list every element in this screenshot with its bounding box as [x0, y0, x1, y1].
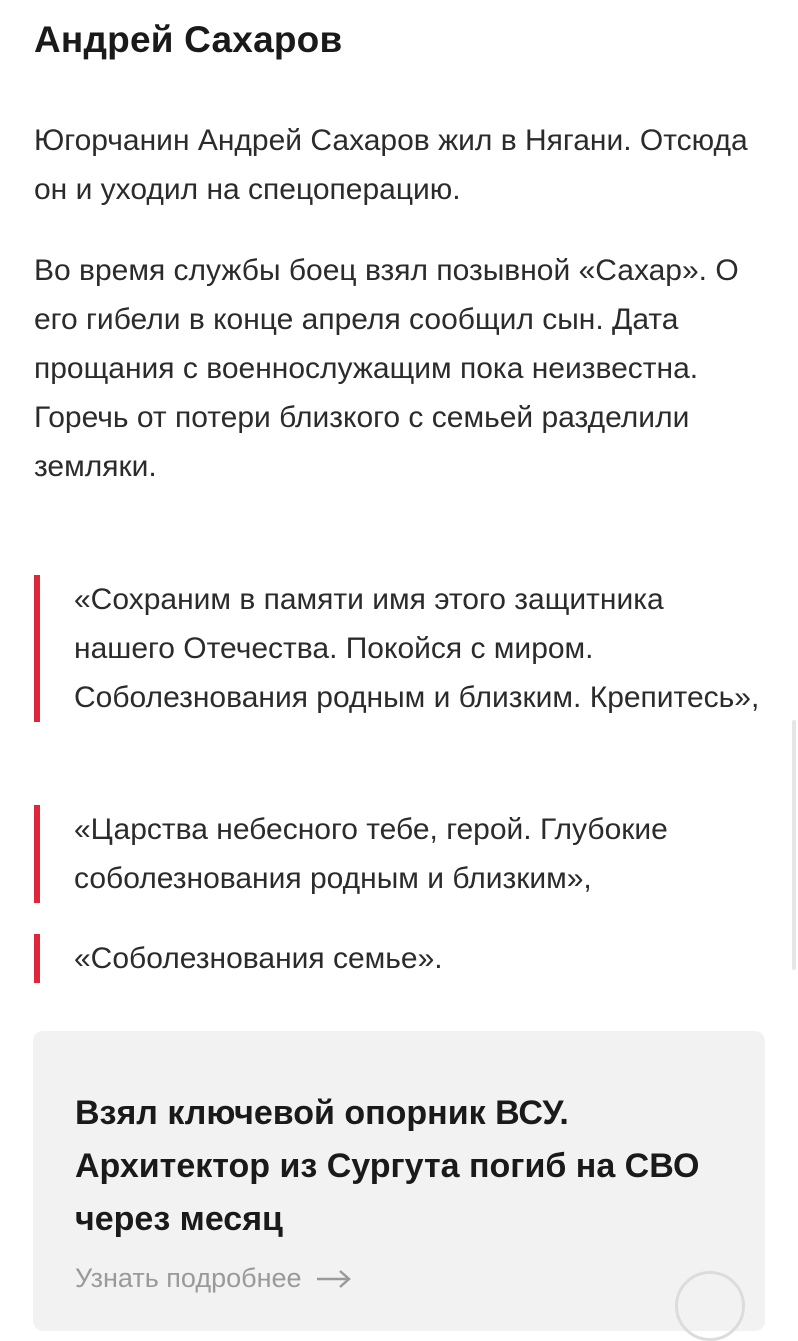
read-more-link[interactable] [75, 1263, 352, 1294]
quote-block: «Сохраним в памяти имя этого защитника нашего Отечества. Покойся с миром. Соболезнования родным и близким. Крепитесь», [34, 575, 764, 722]
article-paragraph: Югорчанин Андрей Сахаров жил в Нягани. Отсюда он и уходил на спецоперацию. [34, 124, 748, 206]
related-article-title[interactable]: Взял ключевой опорник ВСУ. Архитектор из Сургута погиб на СВО через месяц [75, 1094, 700, 1238]
arrow-right-icon [316, 1269, 352, 1289]
scrollbar[interactable] [792, 720, 796, 970]
section-heading: Андрей Сахаров [34, 19, 343, 60]
article-body [34, 0, 764, 975]
read-more-label: Узнать подробнее [75, 1263, 302, 1293]
related-article-card[interactable] [33, 1031, 765, 1331]
card-thumbnail [675, 1271, 745, 1341]
quote-block: «Царства небесного тебе, герой. Глубокие соболезнования родным и близким», [34, 805, 764, 903]
article-paragraph: Во время службы боец взял позывной «Сахар». О его гибели в конце апреля сообщил сын. Дата прощания с военнослужащим пока неизвестна. Горечь от потери близкого с семьей разделили земляки. [34, 254, 739, 483]
quote-block: «Соболезнования семье». [34, 934, 764, 983]
